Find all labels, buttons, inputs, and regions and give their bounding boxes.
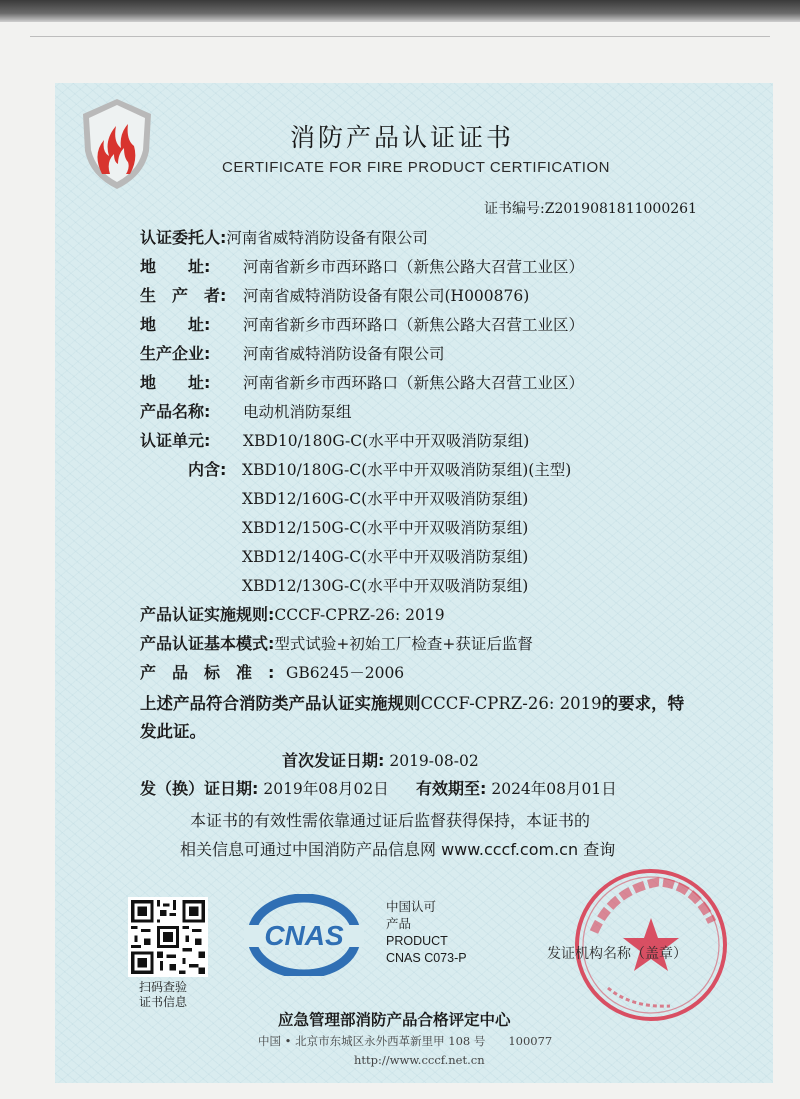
validity-note-line2: 相关信息可通过中国消防产品信息网 www.cccf.com.cn 查询 xyxy=(180,840,616,859)
field-label: 地 址: xyxy=(140,257,211,276)
field-value: 河南省威特消防设备有限公司 xyxy=(243,345,445,363)
rule-label: 产品认证基本模式: xyxy=(140,634,275,653)
cert-no-value: Z2019081811000261 xyxy=(544,201,697,217)
title-english: CERTIFICATE FOR FIRE PRODUCT CERTIFICATION xyxy=(222,159,610,176)
field-row-product-name xyxy=(140,400,352,424)
field-row-manufacturer xyxy=(140,284,529,308)
rule-row-implementation xyxy=(140,603,445,627)
cnas-accreditation-text xyxy=(386,899,467,967)
contains-item: XBD12/150G-C(水平中开双吸消防泵组) xyxy=(242,519,529,537)
field-row-factory-address xyxy=(140,371,584,395)
field-label: 认证委托人: xyxy=(140,228,227,247)
field-value: 河南省新乡市西环路口（新焦公路大召营工业区） xyxy=(243,374,585,392)
rule-value: CCCF-CPRZ-26: 2019 xyxy=(274,606,445,624)
rule-row-standard xyxy=(140,661,404,685)
first-issue-value: 2019-08-02 xyxy=(389,752,479,770)
cnas-line3: PRODUCT xyxy=(386,934,448,948)
first-issue-label: 首次发证日期: xyxy=(282,751,385,770)
rule-value: 型式试验+初始工厂检查+获证后监督 xyxy=(274,635,533,653)
issue-date-label: 发（换）证日期: xyxy=(140,779,259,798)
qr-caption xyxy=(139,980,187,1010)
compliance-statement xyxy=(140,690,700,746)
field-value: 河南省新乡市西环路口（新焦公路大召营工业区） xyxy=(243,258,585,276)
contains-item: XBD12/160G-C(水平中开双吸消防泵组) xyxy=(242,490,529,508)
qr-code-icon xyxy=(128,897,208,977)
valid-until-value: 2024年08月01日 xyxy=(491,780,617,798)
rule-label: 产 品 标 准 : xyxy=(140,663,275,682)
certificate-number xyxy=(484,198,697,218)
issuing-authority-signature-label: 发证机构名称（盖章） xyxy=(547,946,687,962)
cnas-line1: 中国认可 xyxy=(386,900,437,914)
scan-rule-line xyxy=(30,36,770,37)
contains-item: XBD10/180G-C(水平中开双吸消防泵组)(主型) xyxy=(242,461,572,479)
field-value: 河南省威特消防设备有限公司(H000876) xyxy=(243,287,530,305)
field-label: 生 产 者: xyxy=(140,286,227,305)
cnas-line2: 产品 xyxy=(386,917,412,931)
issuer-website: http://www.cccf.net.cn xyxy=(354,1053,485,1067)
scan-top-edge xyxy=(0,0,800,22)
qr-caption-line1: 扫码查验 xyxy=(139,980,188,994)
field-label: 生产企业: xyxy=(140,344,211,363)
cnas-line4: CNAS C073-P xyxy=(386,951,467,965)
field-row-manufacturer-address xyxy=(140,313,584,337)
rule-row-mode xyxy=(140,632,533,656)
field-row-applicant xyxy=(140,226,428,250)
issuer-address: 中国 • 北京市东城区永外西革新里甲 108 号 100077 xyxy=(258,1034,553,1048)
contains-item: XBD12/130G-C(水平中开双吸消防泵组) xyxy=(242,577,529,595)
contains-label: 内含: xyxy=(188,460,227,479)
contains-item: XBD12/140G-C(水平中开双吸消防泵组) xyxy=(242,548,529,566)
cnas-logo-text: CNAS xyxy=(264,920,344,951)
cnas-logo-icon xyxy=(244,894,364,976)
valid-until-label: 有效期至: xyxy=(416,779,487,798)
field-label: 产品名称: xyxy=(140,402,211,421)
statement-part1: 上述产品符合消防类产品认证实施规则 xyxy=(140,694,421,713)
valid-until xyxy=(416,776,617,799)
rule-label: 产品认证实施规则: xyxy=(140,605,275,624)
title-chinese: 消防产品认证证书 xyxy=(290,123,515,152)
field-value: 电动机消防泵组 xyxy=(243,403,352,421)
statement-part2: 的要求，特发此证。 xyxy=(140,694,685,741)
field-row-cert-unit xyxy=(140,429,529,453)
fire-shield-emblem-icon xyxy=(78,96,156,192)
cert-no-label: 证书编号: xyxy=(484,201,545,217)
qr-caption-line2: 证书信息 xyxy=(139,995,188,1009)
issue-date xyxy=(140,776,389,799)
statement-code: CCCF-CPRZ-26: 2019 xyxy=(420,694,602,713)
field-value: 河南省威特消防设备有限公司 xyxy=(226,229,428,247)
field-value: XBD10/180G-C(水平中开双吸消防泵组) xyxy=(243,432,530,450)
field-label: 地 址: xyxy=(140,315,211,334)
field-value: 河南省新乡市西环路口（新焦公路大召营工业区） xyxy=(243,316,585,334)
issuing-authority-name: 应急管理部消防产品合格评定中心 xyxy=(278,1011,511,1029)
first-issue-date xyxy=(282,748,479,771)
issue-date-value: 2019年08月02日 xyxy=(263,780,389,798)
field-label: 地 址: xyxy=(140,373,211,392)
field-label: 认证单元: xyxy=(140,431,211,450)
validity-note-line1: 本证书的有效性需依靠通过证后监督获得保持，本证书的 xyxy=(190,811,591,830)
field-row-applicant-address xyxy=(140,255,584,279)
rule-value: GB6245－2006 xyxy=(286,664,405,682)
field-row-factory xyxy=(140,342,445,366)
